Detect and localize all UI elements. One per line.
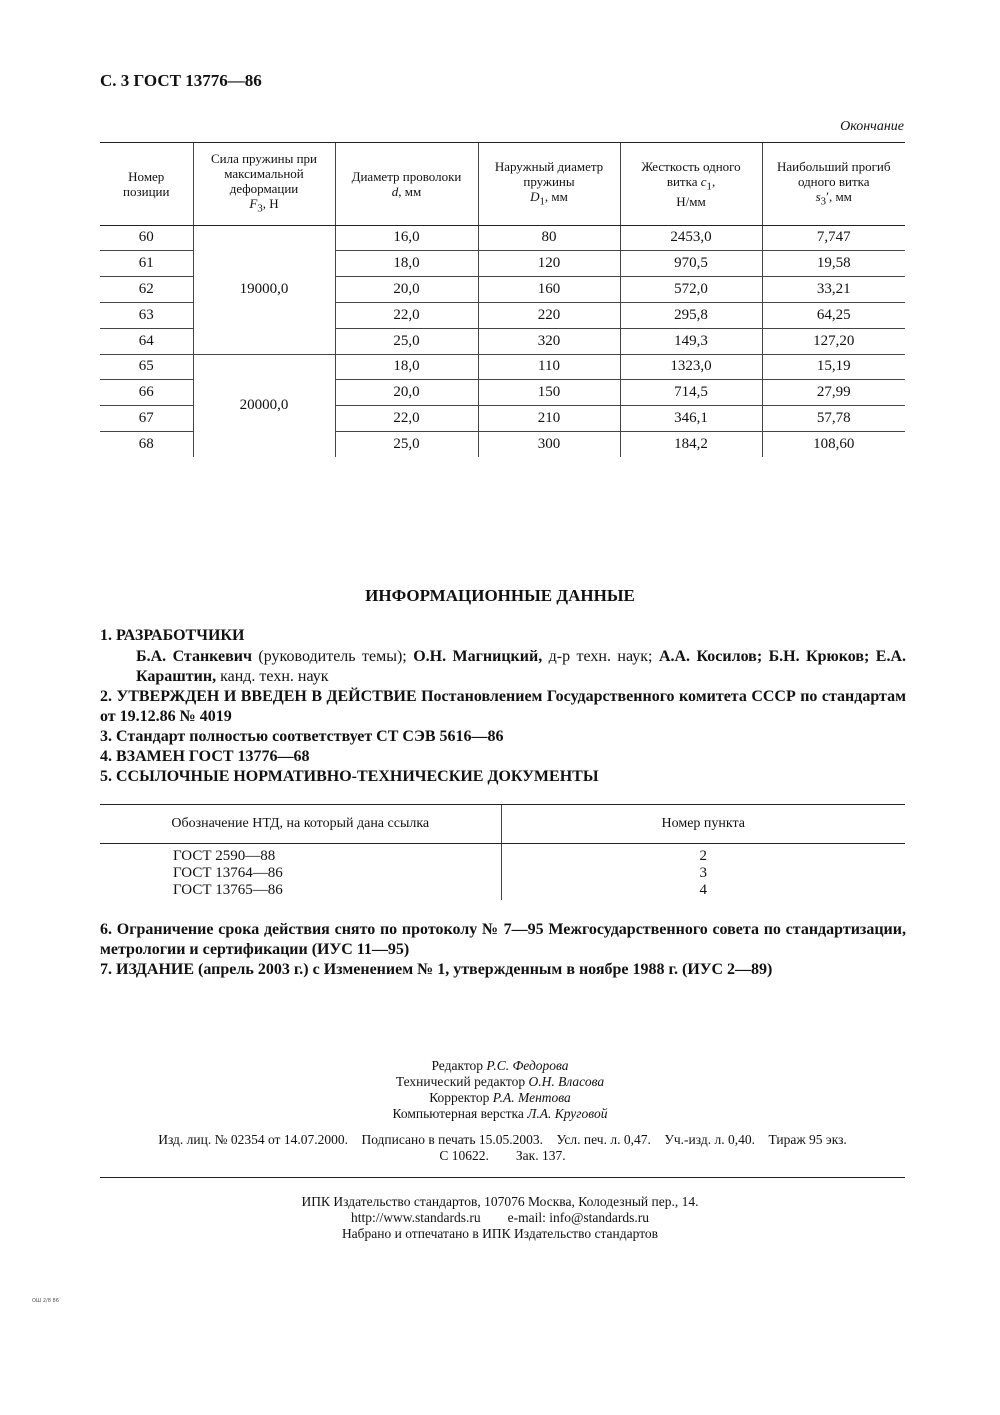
print-mark: ОШ 2/8 86 (32, 1298, 59, 1304)
cell-force: 19000,0 (193, 225, 335, 354)
cell-position: 65 (100, 354, 193, 380)
cell-deflection: 127,20 (762, 328, 905, 354)
col-outer-diameter-header: Наружный диаметр пружины $D_1$, мм (478, 143, 620, 226)
cell-deflection: 19,58 (762, 251, 905, 277)
info-title: ИНФОРМАЦИОННЫЕ ДАННЫЕ (365, 586, 635, 605)
cell-outer-diameter: 320 (478, 328, 620, 354)
cell-outer-diameter: 110 (478, 354, 620, 380)
cell-wire-diameter: 22,0 (335, 406, 478, 432)
cell-outer-diameter: 120 (478, 251, 620, 277)
table-row (100, 225, 905, 251)
col-force-header: Сила пружины при максимальной деформации $F_3$, Н (193, 143, 335, 226)
cell-wire-diameter: 20,0 (335, 380, 478, 406)
cell-outer-diameter: 80 (478, 225, 620, 251)
cell-outer-diameter: 210 (478, 406, 620, 432)
tech-editor-name: О.Н. Власова (528, 1074, 605, 1089)
cell-position: 66 (100, 380, 193, 406)
cell-stiffness: 184,2 (620, 431, 762, 456)
cell-stiffness: 572,0 (620, 277, 762, 303)
editor-name: Р.С. Федорова (486, 1058, 569, 1073)
publication-info: Изд. лиц. № 02354 от 14.07.2000. Подписано в печать 15.05.2003. Усл. печ. л. 0,47. Уч.-изд. л. 0,40. Тираж 95 экз. С 10622. Зак. 137. (158, 1132, 847, 1163)
cell-outer-diameter: 160 (478, 277, 620, 303)
cell-wire-diameter: 25,0 (335, 431, 478, 456)
ending-label: Окончание (840, 119, 904, 134)
cell-deflection: 57,78 (762, 406, 905, 432)
cell-deflection: 33,21 (762, 277, 905, 303)
cell-wire-diameter: 22,0 (335, 302, 478, 328)
ref-point: 2 (699, 848, 707, 864)
corrector-name: Р.А. Ментова (492, 1090, 571, 1105)
cell-force: 20000,0 (193, 354, 335, 457)
cell-wire-diameter: 18,0 (335, 251, 478, 277)
item-4: 4. ВЗАМЕН ГОСТ 13776—68 (100, 748, 310, 765)
publisher-footer: ИПК Издательство стандартов, 107076 Москва, Колодезный пер., 14. http://www.standards.ru e-mail: info@standards.ru Набрано и отпечатано в ИПК Издательство стандартов (301, 1194, 699, 1241)
cell-outer-diameter: 220 (478, 302, 620, 328)
cell-stiffness: 2453,0 (620, 225, 762, 251)
cell-position: 68 (138, 435, 154, 452)
cell-stiffness: 714,5 (620, 380, 762, 406)
col-position-header: Номер позиции (100, 143, 193, 226)
col-stiffness-header: Жесткость одного витка $c_1$, Н/мм (620, 143, 762, 226)
table-row (100, 354, 905, 380)
refs-doc-list (100, 844, 501, 901)
item-3: 3. Стандарт полностью соответствует СТ СЭВ 5616—86 (100, 728, 504, 745)
cell-position: 63 (100, 302, 193, 328)
cell-wire-diameter: 25,0 (335, 328, 478, 354)
ref-doc: ГОСТ 13764—86 (173, 865, 283, 881)
layout-name: Л.А. Круговой (527, 1106, 608, 1121)
ref-point: 4 (699, 882, 707, 898)
cell-position: 64 (100, 328, 193, 354)
refs-col-point-header: Номер пункта (501, 805, 905, 844)
item-2: 2. УТВЕРЖДЕН И ВВЕДЕН В ДЕЙСТВИЕ Постановлением Государственного комитета СССР по стандартам от 19.12.86 № 4019 (100, 688, 906, 725)
col-wire-header: Диаметр проволоки d, мм (335, 143, 478, 226)
item-1: 1. РАЗРАБОТЧИКИ (100, 627, 245, 644)
item-7: 7. ИЗДАНИЕ (апрель 2003 г.) с Изменением № 1, утвержденным в ноябре 1988 г. (ИУС 2—89) (100, 961, 773, 978)
refs-table (100, 804, 905, 900)
ref-point: 3 (699, 865, 707, 881)
cell-outer-diameter: 150 (478, 380, 620, 406)
cell-deflection: 64,25 (762, 302, 905, 328)
spec-table-header (100, 143, 905, 226)
refs-col-doc-header: Обозначение НТД, на который дана ссылка (100, 805, 501, 844)
cell-stiffness: 295,8 (620, 302, 762, 328)
page-header: С. 3 ГОСТ 13776—86 (100, 71, 262, 90)
item-5: 5. ССЫЛОЧНЫЕ НОРМАТИВНО-ТЕХНИЧЕСКИЕ ДОКУМЕНТЫ (100, 768, 599, 785)
cell-position: 61 (100, 251, 193, 277)
developers: Б.А. Станкевич (руководитель темы); О.Н. Магницкий, д-р техн. наук; А.А. Косилов; Б.Н. Крюков; Е.А. Караштин, канд. техн. наук (136, 648, 907, 685)
ref-doc: ГОСТ 2590—88 (173, 848, 276, 864)
col-deflection-header: Наибольший прогиб одного витка $s_3'$, мм (762, 143, 905, 226)
ref-doc: ГОСТ 13765—86 (173, 882, 283, 898)
cell-position: 67 (100, 406, 193, 432)
refs-point-list (501, 844, 905, 901)
cell-outer-diameter: 300 (478, 431, 620, 456)
cell-wire-diameter: 18,0 (335, 354, 478, 380)
item-6: 6. Ограничение срока действия снято по протоколу № 7—95 Межгосударственного совета по стандартизации, метрологии и сертификации (ИУС 11—95) (100, 921, 906, 958)
cell-position: 60 (100, 225, 193, 251)
cell-wire-diameter: 20,0 (335, 277, 478, 303)
cell-deflection: 27,99 (762, 380, 905, 406)
cell-stiffness: 970,5 (620, 251, 762, 277)
cell-wire-diameter: 16,0 (335, 225, 478, 251)
cell-deflection: 7,747 (762, 225, 905, 251)
cell-stiffness: 346,1 (620, 406, 762, 432)
credits: Редактор Р.С. Федорова Технический редактор О.Н. Власова Корректор Р.А. Ментова Компьютерная верстка Л.А. Круговой (392, 1058, 608, 1121)
spec-table (100, 142, 905, 457)
cell-stiffness: 1323,0 (620, 354, 762, 380)
cell-stiffness: 149,3 (620, 328, 762, 354)
footer-divider (100, 1177, 905, 1178)
cell-deflection: 15,19 (762, 354, 905, 380)
cell-position: 62 (100, 277, 193, 303)
cell-deflection: 108,60 (762, 431, 905, 456)
